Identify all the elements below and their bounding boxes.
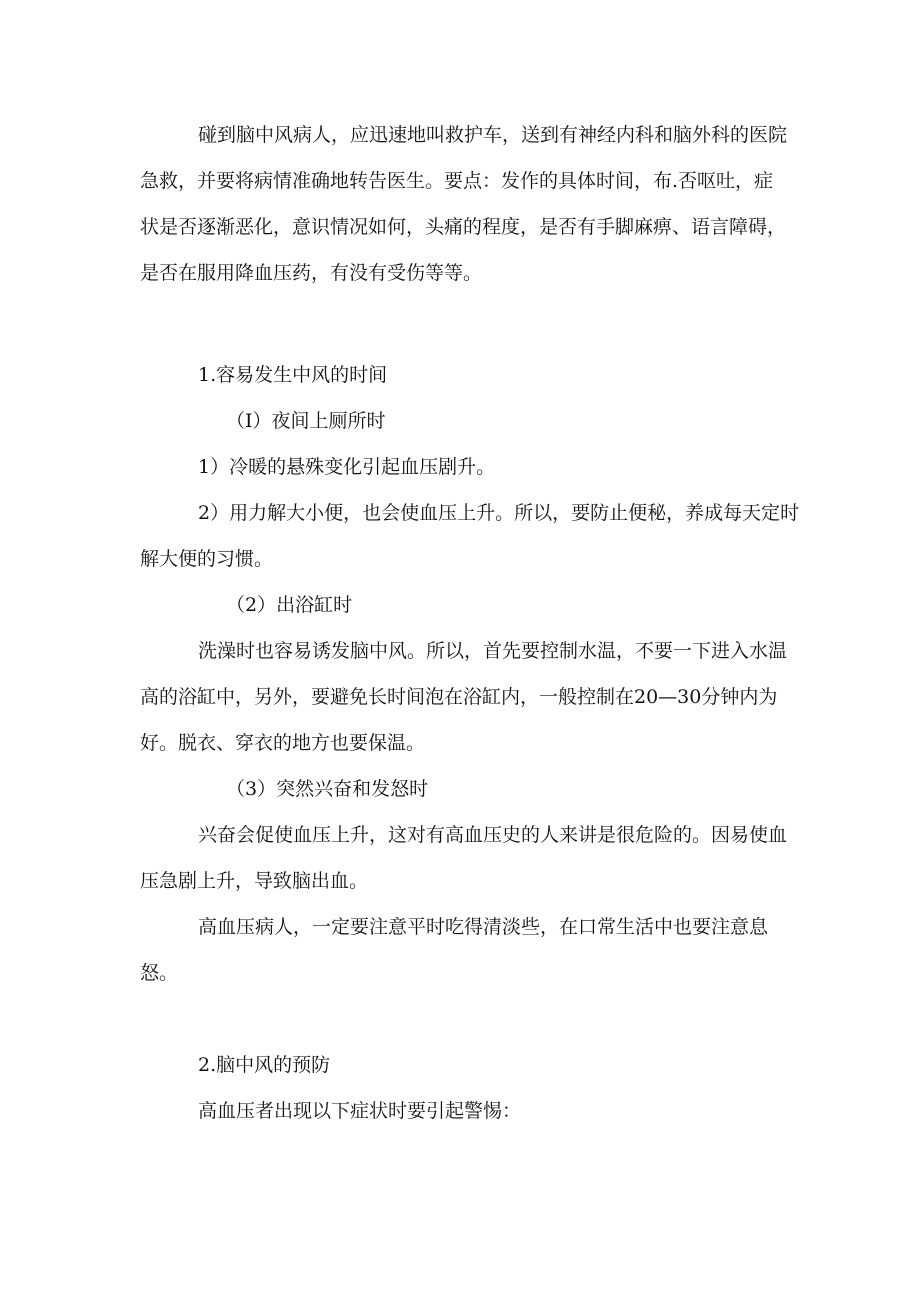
subsection-1-paragraph-2: 2）用力解大小便，也会使血压上升。所以，要防止便秘，养成每天定时解大便的习惯。 [140, 502, 800, 570]
closing-paragraph: 高血压病人，一定要注意平时吃得清淡些，在口常生活中也要注意息怒。 [140, 916, 769, 984]
subsection-2-paragraph: 洗澡时也容易诱发脑中风。所以，首先要控制水温，不要一下进入水温高的浴缸中，另外，要避免长时间泡在浴缸内，一般控制在20—30分钟内为好。脱衣、穿衣的地方也要保温。 [140, 640, 788, 754]
section-1-heading: 1.容易发生中风的时间 [198, 364, 388, 386]
subsection-3-heading: （3）突然兴奋和发怒时 [226, 778, 429, 800]
subsection-1-heading: （I）夜间上厕所时 [226, 410, 386, 432]
intro-paragraph: 碰到脑中风病人，应迅速地叫救护车，送到有神经内科和脑外科的医院急救，并要将病情准确地转告医生。要点：发作的具体时间，布.否呕吐，症状是否逐渐恶化，意识情况如何，头痛的程度，是否有手脚麻痹、语言障碍，是否在服用降血压药，有没有受伤等等。 [140, 124, 788, 284]
subsection-3-paragraph: 兴奋会促使血压上升，这对有高血压史的人来讲是很危险的。因易使血压急剧上升，导致脑出血。 [140, 824, 788, 892]
subsection-1-paragraph-1: 1）冷暖的悬殊变化引起血压剧升。 [198, 456, 496, 478]
subsection-2-heading: （2）出浴缸时 [226, 594, 353, 616]
section-2-heading: 2.脑中风的预防 [198, 1054, 331, 1076]
section-2-paragraph: 高血压者出现以下症状时要引起警惕： [198, 1100, 522, 1122]
